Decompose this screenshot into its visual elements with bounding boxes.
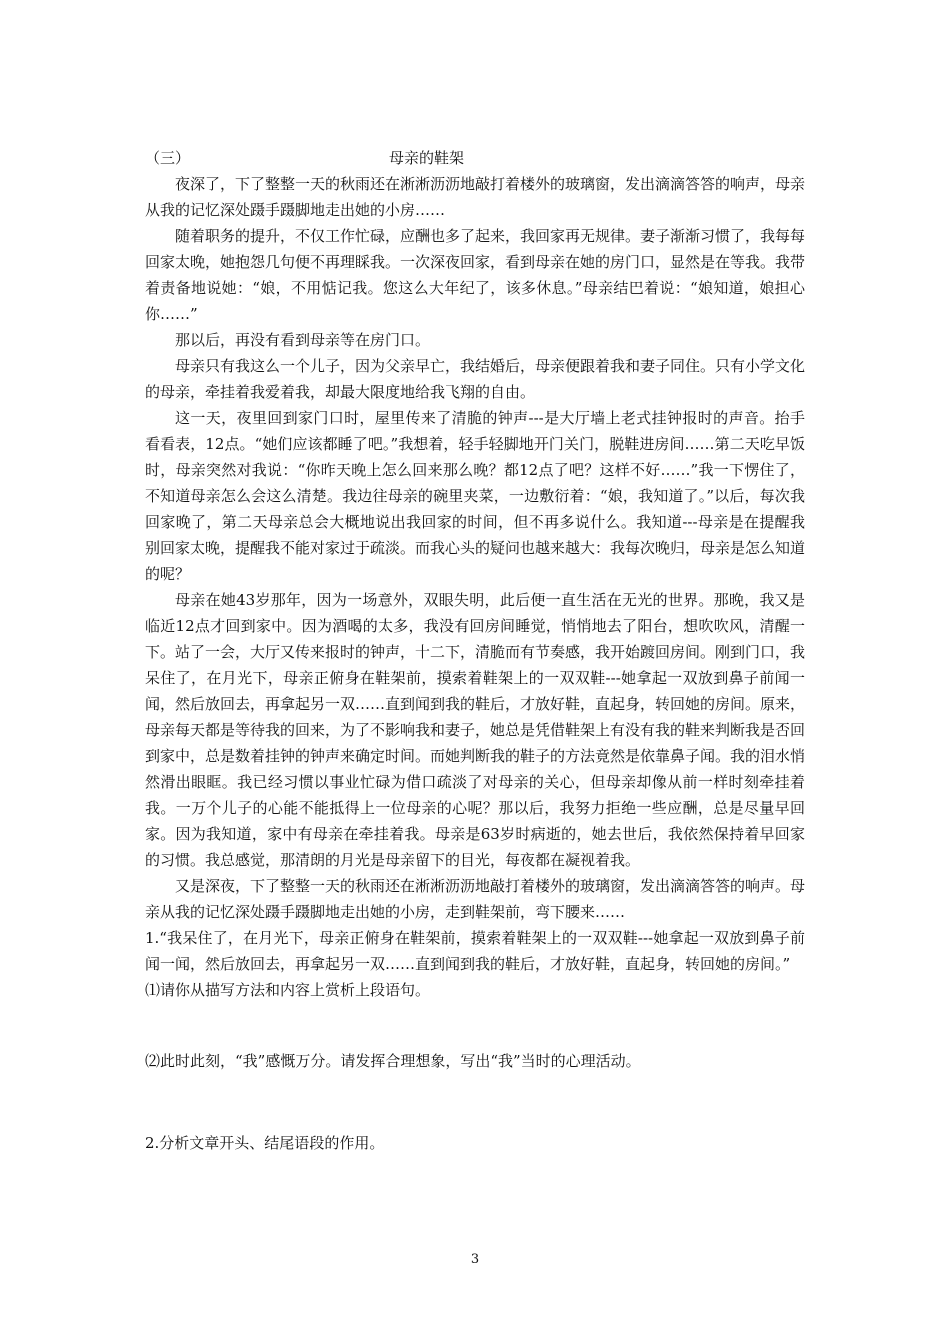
paragraph-opening: 夜深了，下了整整一天的秋雨还在淅淅沥沥地敲打着楼外的玻璃窗，发出滴滴答答的响声，母亲从我的记忆深处蹑手蹑脚地走出她的小房……: [145, 175, 806, 219]
paragraph-clock-chime: 这一天，夜里回到家门口时，屋里传来了清脆的钟声---是大厅墙上老式挂钟报时的声音。抬手看看表，12点。“她们应该都睡了吧。”我想着，轻手轻脚地开门关门，脱鞋进房间……第二天吃早饭时，母亲突然对我说：“你昨天晚上怎么回来那么晚？都12点了吧？这样不好……”我一下愣住了，不知道母亲怎么会这么清楚。我边往母亲的碗里夹菜，一边敷衍着：“娘，我知道了。”以后，每次我回家晚了，第二天母亲总会大概地说出我回家的时间，但不再多说什么。我知道---母亲是在提醒我别回家太晚，提醒我不能对家过于疏淡。而我心头的疑问也越来越大：我每次晚归，母亲是怎么知道的呢？: [145, 409, 806, 583]
question-1-part-1: ⑴请你从描写方法和内容上赏析上段语句。: [145, 981, 431, 999]
section-number: （三）: [145, 149, 191, 167]
answer-space: [145, 1074, 805, 1130]
page-number: 3: [470, 1252, 480, 1267]
document-page: [145, 145, 805, 1156]
paragraph-only-son: 母亲只有我这么一个儿子，因为父亲早亡，我结婚后，母亲便跟着我和妻子同住。只有小学文化的母亲，牵挂着我爱着我，却最大限度地给我飞翔的自由。: [145, 357, 806, 401]
paragraph-busy-work: 随着职务的提升，不仅工作忙碌，应酬也多了起来，我回家再无规律。妻子渐渐习惯了，我每每回家太晚，她抱怨几句便不再理睬我。一次深夜回家，看到母亲在她的房门口，显然是在等我。我带着责备地说她：“娘，不用惦记我。您这么大年纪了，该多休息。”母亲结巴着说：“娘知道，娘担心你……”: [145, 227, 806, 323]
paragraph-blind-mother: 母亲在她43岁那年，因为一场意外，双眼失明，此后便一直生活在无光的世界。那晚，我又是临近12点才回到家中。因为酒喝的太多，我没有回房间睡觉，悄悄地去了阳台，想吹吹风，清醒一下。站了一会，大厅又传来报时的钟声，十二下，清脆而有节奏感，我开始踱回房间。刚到门口，我呆住了，在月光下，母亲正俯身在鞋架前，摸索着鞋架上的一双双鞋---她拿起一双放到鼻子前闻一闻，然后放回去，再拿起另一双……直到闻到我的鞋后，才放好鞋，直起身，转回她的房间。原来，母亲每天都是等待我的回来，为了不影响我和妻子，她总是凭借鞋架上有没有我的鞋来判断我是否回到家中，总是数着挂钟的钟声来确定时间。而她判断我的鞋子的方法竟然是依靠鼻子闻。我的泪水悄然滑出眼眶。我已经习惯以事业忙碌为借口疏淡了对母亲的关心，但母亲却像从前一样时刻牵挂着我。一万个儿子的心能不能抵得上一位母亲的心呢？那以后，我努力拒绝一些应酬，总是尽量早回家。因为我知道，家中有母亲在牵挂着我。母亲是63岁时病逝的，她去世后，我依然保持着早回家的习惯。我总感觉，那清朗的月光是母亲留下的目光，每夜都在凝视着我。: [145, 591, 806, 869]
question-1-quote: 1.“我呆住了，在月光下，母亲正俯身在鞋架前，摸索着鞋架上的一双双鞋---她拿起一双放到鼻子前闻一闻，然后放回去，再拿起另一双……直到闻到我的鞋后，才放好鞋，直起身，转回她的房间。”: [145, 929, 805, 973]
story-title: 母亲的鞋架: [389, 149, 465, 167]
answer-space: [145, 1003, 805, 1048]
paragraph-closing: 又是深夜，下了整整一天的秋雨还在淅淅沥沥地敲打着楼外的玻璃窗，发出滴滴答答的响声。母亲从我的记忆深处蹑手蹑脚地走出她的小房，走到鞋架前，弯下腰来……: [145, 877, 806, 921]
paragraph-no-longer-waiting: 那以后，再没有看到母亲等在房门口。: [175, 331, 431, 349]
heading-row: [145, 145, 805, 171]
question-2: 2.分析文章开头、结尾语段的作用。: [145, 1134, 385, 1152]
question-1-part-2: ⑵此时此刻，“我”感慨万分。请发挥合理想象，写出“我”当时的心理活动。: [145, 1052, 641, 1070]
